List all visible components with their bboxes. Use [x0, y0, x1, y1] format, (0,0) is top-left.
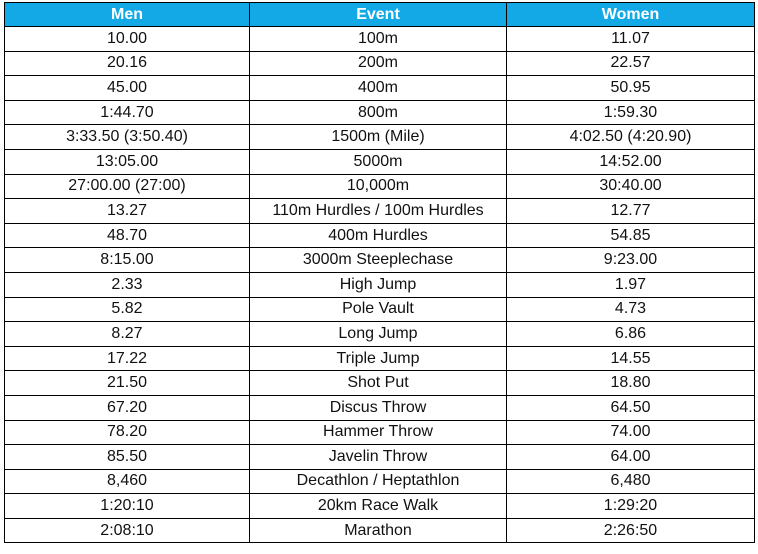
table-row	[5, 322, 755, 347]
standards-table	[4, 2, 755, 543]
women-cell: 54.85	[507, 223, 755, 248]
women-cell: 6,480	[507, 469, 755, 494]
women-cell: 74.00	[507, 420, 755, 445]
men-cell: 78.20	[5, 420, 250, 445]
event-cell: 5000m	[250, 149, 507, 174]
table-header	[5, 3, 755, 27]
men-cell: 1:44.70	[5, 100, 250, 125]
event-cell: Triple Jump	[250, 346, 507, 371]
table-row	[5, 223, 755, 248]
women-cell: 50.95	[507, 76, 755, 101]
table-row	[5, 518, 755, 543]
women-cell: 1.97	[507, 272, 755, 297]
women-cell: 64.00	[507, 445, 755, 470]
women-cell: 4.73	[507, 297, 755, 322]
event-cell: Decathlon / Heptathlon	[250, 469, 507, 494]
event-cell: 100m	[250, 27, 507, 52]
table-row	[5, 395, 755, 420]
table-row	[5, 149, 755, 174]
women-cell: 4:02.50 (4:20.90)	[507, 125, 755, 150]
women-cell: 9:23.00	[507, 248, 755, 273]
men-cell: 5.82	[5, 297, 250, 322]
women-cell: 14:52.00	[507, 149, 755, 174]
table-row	[5, 51, 755, 76]
header-men: Men	[5, 3, 250, 27]
women-cell: 18.80	[507, 371, 755, 396]
header-row	[5, 3, 755, 27]
table-row	[5, 272, 755, 297]
table-row	[5, 199, 755, 224]
header-event: Event	[250, 3, 507, 27]
event-cell: 800m	[250, 100, 507, 125]
men-cell: 45.00	[5, 76, 250, 101]
event-cell: Shot Put	[250, 371, 507, 396]
women-cell: 30:40.00	[507, 174, 755, 199]
event-cell: 400m Hurdles	[250, 223, 507, 248]
event-cell: Javelin Throw	[250, 445, 507, 470]
women-cell: 2:26:50	[507, 518, 755, 543]
men-cell: 20.16	[5, 51, 250, 76]
event-cell: High Jump	[250, 272, 507, 297]
men-cell: 13:05.00	[5, 149, 250, 174]
table-row	[5, 297, 755, 322]
table-row	[5, 125, 755, 150]
table-row	[5, 248, 755, 273]
men-cell: 2.33	[5, 272, 250, 297]
table-body	[5, 27, 755, 543]
men-cell: 8,460	[5, 469, 250, 494]
event-cell: Discus Throw	[250, 395, 507, 420]
table-row	[5, 445, 755, 470]
women-cell: 11.07	[507, 27, 755, 52]
men-cell: 13.27	[5, 199, 250, 224]
women-cell: 1:59.30	[507, 100, 755, 125]
women-cell: 22.57	[507, 51, 755, 76]
women-cell: 12.77	[507, 199, 755, 224]
event-cell: 400m	[250, 76, 507, 101]
event-cell: Hammer Throw	[250, 420, 507, 445]
women-cell: 14.55	[507, 346, 755, 371]
men-cell: 85.50	[5, 445, 250, 470]
men-cell: 10.00	[5, 27, 250, 52]
women-cell: 1:29:20	[507, 494, 755, 519]
women-cell: 6.86	[507, 322, 755, 347]
men-cell: 1:20:10	[5, 494, 250, 519]
table-row	[5, 346, 755, 371]
table-row	[5, 420, 755, 445]
event-cell: 20km Race Walk	[250, 494, 507, 519]
men-cell: 3:33.50 (3:50.40)	[5, 125, 250, 150]
header-women: Women	[507, 3, 755, 27]
event-cell: Marathon	[250, 518, 507, 543]
event-cell: Pole Vault	[250, 297, 507, 322]
event-cell: 1500m (Mile)	[250, 125, 507, 150]
standards-table-container	[4, 2, 754, 543]
event-cell: 3000m Steeplechase	[250, 248, 507, 273]
men-cell: 67.20	[5, 395, 250, 420]
event-cell: 110m Hurdles / 100m Hurdles	[250, 199, 507, 224]
men-cell: 17.22	[5, 346, 250, 371]
women-cell: 64.50	[507, 395, 755, 420]
men-cell: 48.70	[5, 223, 250, 248]
table-row	[5, 494, 755, 519]
table-row	[5, 469, 755, 494]
men-cell: 8:15.00	[5, 248, 250, 273]
table-row	[5, 27, 755, 52]
men-cell: 27:00.00 (27:00)	[5, 174, 250, 199]
table-row	[5, 100, 755, 125]
table-row	[5, 174, 755, 199]
men-cell: 8.27	[5, 322, 250, 347]
event-cell: 10,000m	[250, 174, 507, 199]
men-cell: 2:08:10	[5, 518, 250, 543]
table-row	[5, 371, 755, 396]
men-cell: 21.50	[5, 371, 250, 396]
event-cell: Long Jump	[250, 322, 507, 347]
table-row	[5, 76, 755, 101]
event-cell: 200m	[250, 51, 507, 76]
